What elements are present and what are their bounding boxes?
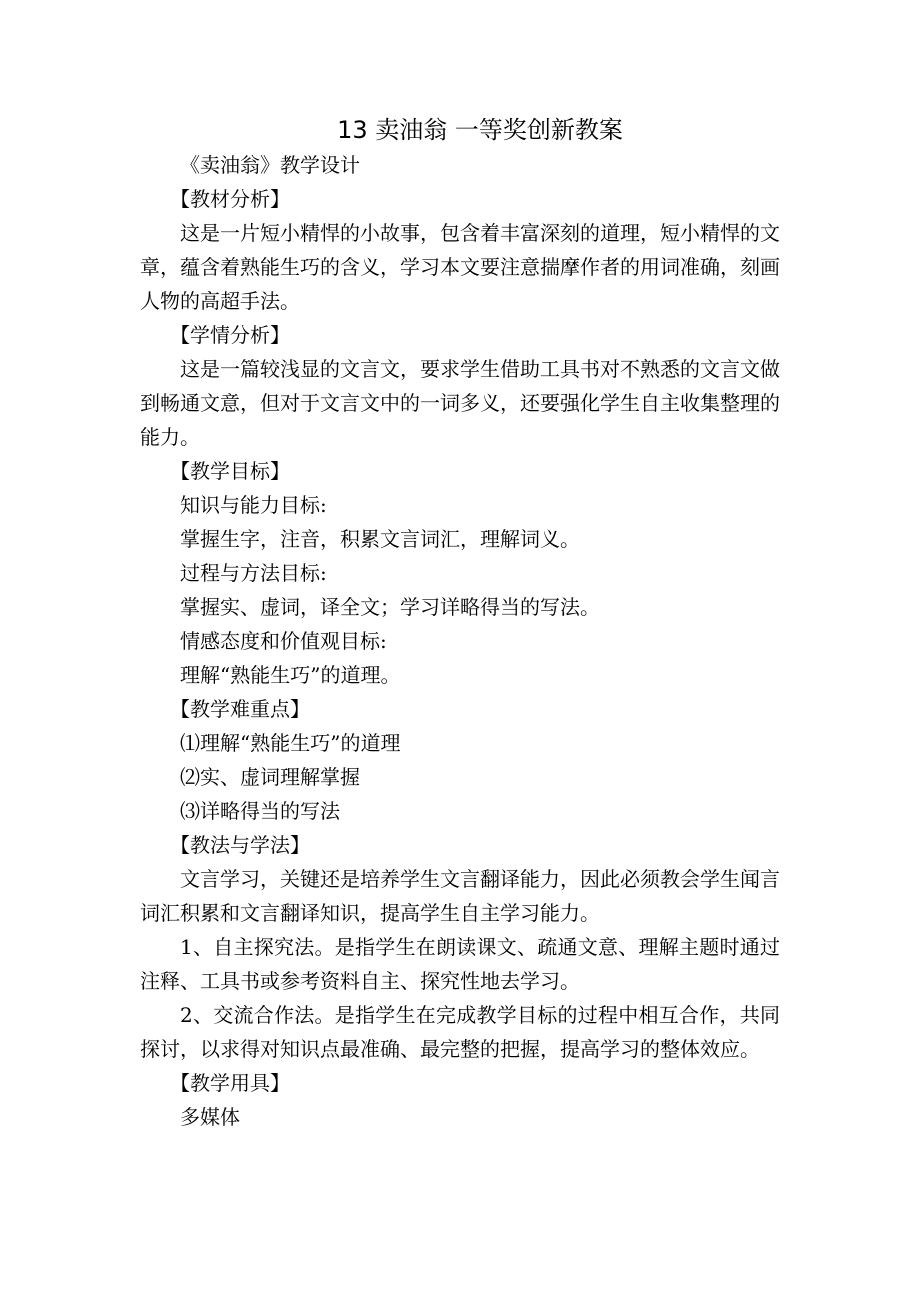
paragraph: 情感态度和价值观目标: [180, 629, 387, 653]
paragraph: ⑶详略得当的写法 [180, 799, 340, 823]
document-body [140, 148, 780, 1134]
paragraph: 1、自主探究法。是指学生在朗读课文、疏通文意、理解主题时通过注释、工具书或参考资料自主、探究性地去学习。 [140, 935, 780, 993]
paragraph: 多媒体 [180, 1105, 240, 1129]
paragraph: 过程与方法目标: [180, 561, 327, 585]
section-heading: 【教学用具】 [170, 1071, 290, 1095]
section-heading: 【教材分析】 [170, 187, 290, 211]
paragraph: 这是一篇较浅显的文言文，要求学生借助工具书对不熟悉的文言文做到畅通文意，但对于文言文中的一词多义，还要强化学生自主收集整理的能力。 [140, 357, 780, 449]
section-heading: 【教学难重点】 [170, 697, 310, 721]
paragraph: 这是一片短小精悍的小故事，包含着丰富深刻的道理，短小精悍的文章，蕴含着熟能生巧的含义，学习本文要注意揣摩作者的用词准确，刻画人物的高超手法。 [140, 221, 780, 313]
paragraph: 掌握生字，注音，积累文言词汇，理解词义。 [180, 527, 580, 551]
paragraph: 文言学习，关键还是培养学生文言翻译能力，因此必须教会学生闻言词汇积累和文言翻译知识，提高学生自主学习能力。 [140, 867, 780, 925]
paragraph: ⑵实、虚词理解掌握 [180, 765, 360, 789]
paragraph: 知识与能力目标: [180, 493, 327, 517]
paragraph: 2、交流合作法。是指学生在完成教学目标的过程中相互合作，共同探讨，以求得对知识点最准确、最完整的把握，提高学习的整体效应。 [140, 1003, 780, 1061]
document-page [140, 112, 780, 1134]
section-heading: 【教学目标】 [170, 459, 290, 483]
section-heading: 【教法与学法】 [170, 833, 310, 857]
paragraph: 掌握实、虚词，译全文；学习详略得当的写法。 [180, 595, 600, 619]
paragraph: 《卖油翁》教学设计 [180, 153, 360, 177]
paragraph: 理解“熟能生巧”的道理。 [180, 663, 401, 687]
paragraph: ⑴理解“熟能生巧”的道理 [180, 731, 401, 755]
document-title: 13 卖油翁 一等奖创新教案 [337, 116, 623, 144]
section-heading: 【学情分析】 [170, 323, 290, 347]
